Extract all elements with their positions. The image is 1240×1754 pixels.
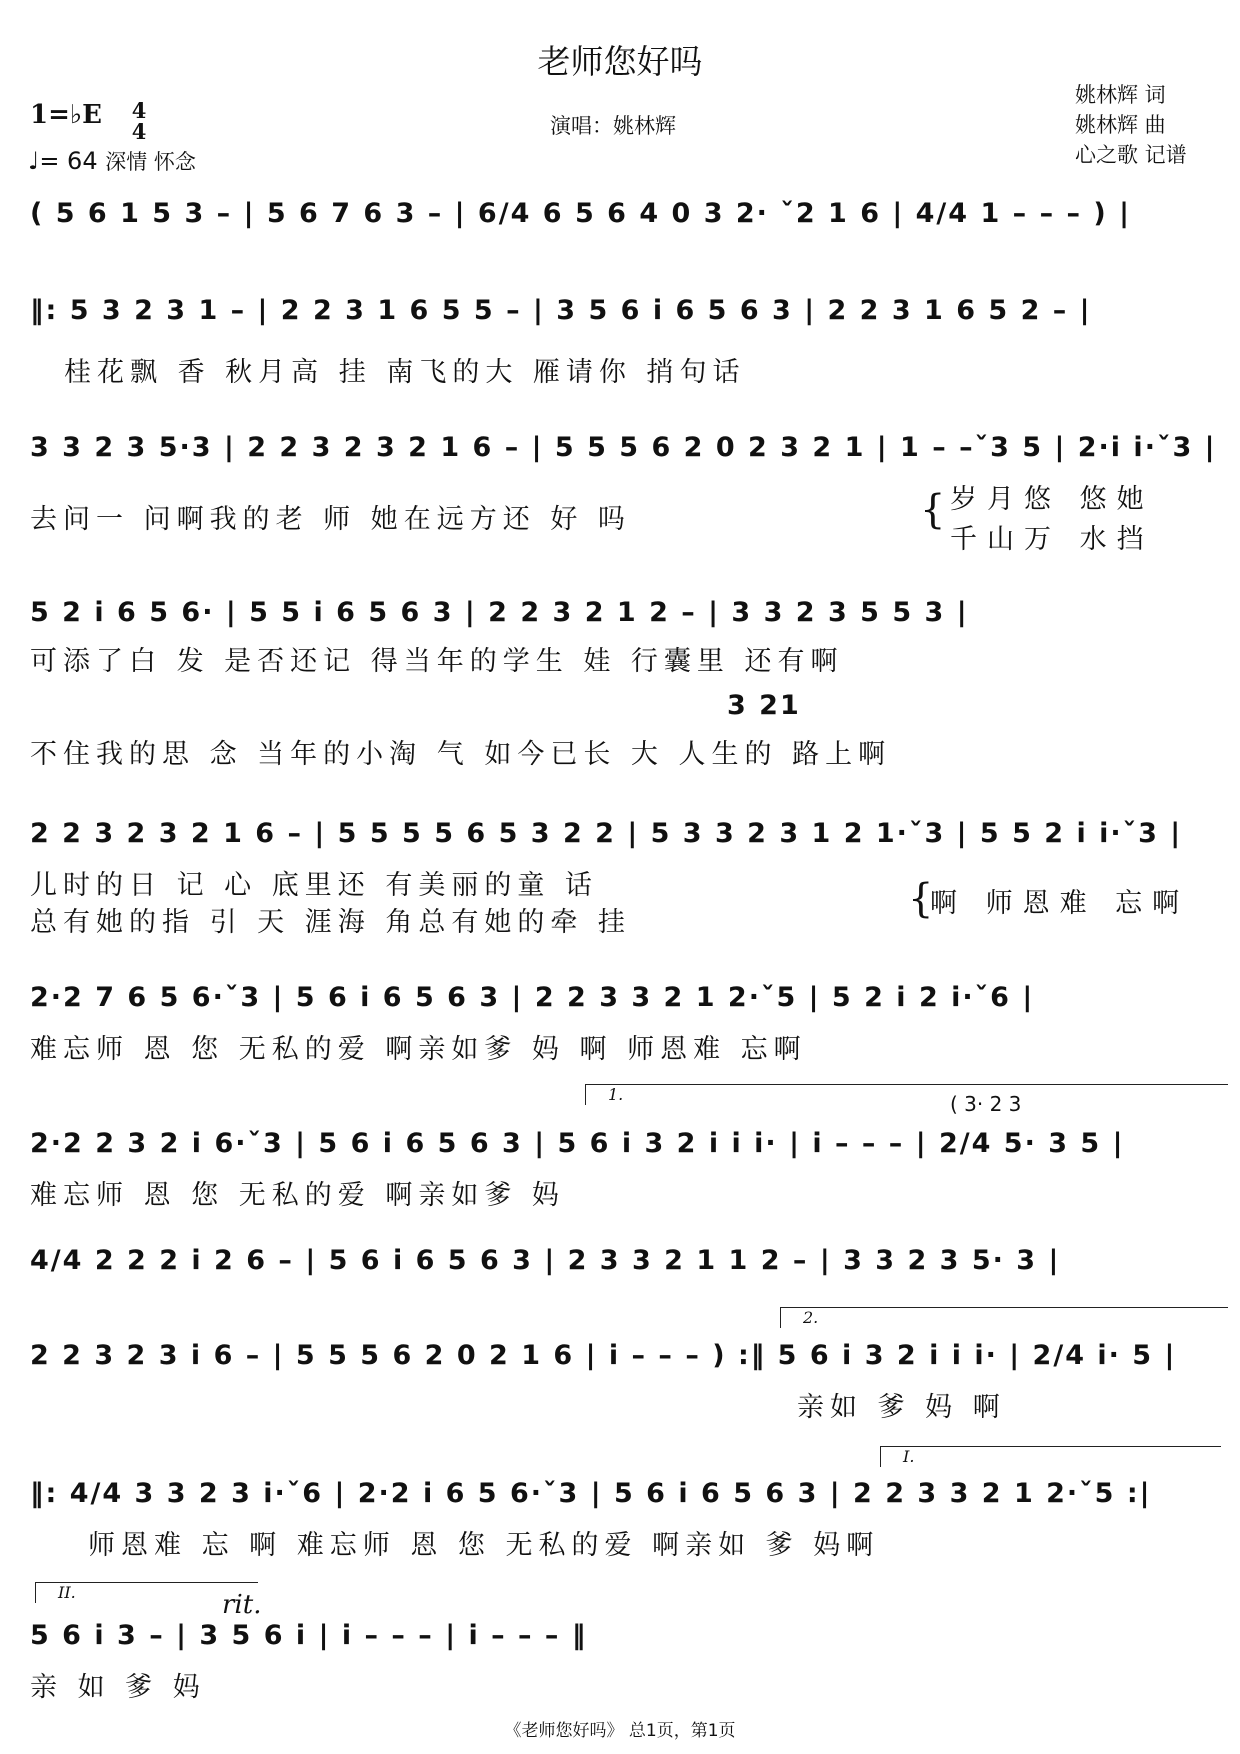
lyric-row-6: 难忘师 恩 您 无私的爱 啊亲如爹 妈 啊 师恩难 忘啊	[30, 1034, 807, 1065]
mood-marking: 深情 怀念	[105, 150, 196, 174]
notes-row-11: 5 6 i 3 – | 3 5 6 i | i – – – | i – – – ‖	[30, 1620, 588, 1651]
credits-block	[1075, 80, 1187, 170]
score-row-1	[0, 295, 1240, 388]
score-row-10	[0, 1478, 1240, 1561]
composer-credit: 姚林辉 曲	[1075, 113, 1166, 137]
time-signature-bottom: 4	[131, 119, 147, 144]
score-row-9	[0, 1340, 1240, 1423]
tempo-marking	[28, 146, 196, 176]
verse-brace: {	[920, 487, 946, 533]
score-row-8	[0, 1245, 1240, 1285]
notes-row-10: ‖: 4/4 3 3 2 3 i·ˇ6 | 2·2 i 6 5 6·ˇ3 | 5 6 i 6 5 6 3 | 2 2 3 3 2 1 2·ˇ5 :|	[30, 1478, 1152, 1509]
time-signature-top: 4	[131, 98, 147, 123]
lyric-row-5: 儿时的日 记 心 底里还 有美丽的童 话	[30, 870, 598, 901]
score-row-3	[0, 597, 1240, 677]
volta-I: I.	[880, 1446, 1221, 1467]
key-signature: 1=♭E	[30, 100, 102, 130]
volta-1: 1.	[585, 1084, 1228, 1105]
notes-row-6: 2·2 7 6 5 6·ˇ3 | 5 6 i 6 5 6 3 | 2 2 3 3 2 1 2·ˇ5 | 5 2 i 2 i·ˇ6 |	[30, 982, 1035, 1013]
lyric-row-1: 桂花飘 香 秋月高 挂 南飞的大 雁请你 捎句话	[64, 357, 746, 388]
transcriber-credit: 心之歌 记谱	[1075, 143, 1187, 167]
page-footer: 《老师您好吗》 总1页，第1页	[504, 1721, 736, 1741]
song-title: 老师您好吗	[537, 42, 703, 81]
lyric-row-3: 可添了白 发 是否还记 得当年的学生 娃 行囊里 还有啊	[30, 646, 844, 677]
alternate-notes: ( 3· 2 3	[950, 1092, 1022, 1116]
lyric-row-7: 难忘师 恩 您 无私的爱 啊亲如爹 妈	[30, 1180, 565, 1211]
lyric-row-2-verse-1: 岁月悠 悠她	[950, 484, 1154, 515]
score-row-6	[0, 982, 1240, 1065]
lyric-row-5-b: 总有她的指 引 天 涯海 角总有她的牵 挂	[30, 907, 631, 938]
lyric-row-4: 不住我的思 念 当年的小淘 气 如今已长 大 人生的 路上啊	[30, 739, 892, 770]
verse-brace-2: {	[908, 876, 934, 922]
notes-row-0: ( 5 6 1 5 3 – | 5 6 7 6 3 – | 6/4 6 5 6 4 0 3 2· ˇ2 1 6 | 4/4 1 – – – ) |	[30, 198, 1131, 229]
lyric-row-11: 亲 如 爹 妈	[30, 1672, 206, 1703]
lyric-row-10: 师恩难 忘 啊 难忘师 恩 您 无私的爱 啊亲如 爹 妈啊	[88, 1530, 880, 1561]
score-row-7	[0, 1128, 1240, 1211]
tempo-value: ♩= 64	[28, 147, 98, 175]
lyric-row-2: 去问一 问啊我的老 师 她在远方还 好 吗	[30, 504, 631, 535]
time-signature	[126, 100, 152, 142]
ritardando-marking: rit.	[222, 1590, 262, 1620]
notes-row-3: 5 2 i 6 5 6· | 5 5 i 6 5 6 3 | 2 2 3 2 1 2 – | 3 3 2 3 5 5 3 |	[30, 597, 969, 628]
notes-row-9: 2 2 3 2 3 i 6 – | 5 5 5 6 2 0 2 1 6 | i – – – ) :‖ 5 6 i 3 2 i i i· | 2/4 i· 5 |	[30, 1340, 1177, 1371]
lyric-row-9: 亲如 爹 妈 啊	[797, 1392, 1006, 1423]
notes-row-1: ‖: 5 3 2 3 1 – | 2 2 3 1 6 5 5 – | 3 5 6 i 6 5 6 3 | 2 2 3 1 6 5 2 – |	[30, 295, 1092, 326]
score-row-4	[0, 690, 1240, 770]
lyric-row-2-verse-2: 千山万 水挡	[950, 524, 1154, 555]
score-row-2	[0, 432, 1240, 555]
notes-row-4: 3 21	[727, 690, 801, 721]
notes-row-2: 3 3 2 3 5·3 | 2 2 3 2 3 2 1 6 – | 5 5 5 6 2 0 2 3 2 1 | 1 – –ˇ3 5 | 2·i i·ˇ3 |	[30, 432, 1217, 463]
score-row-5	[0, 818, 1240, 938]
score-row-0	[0, 198, 1240, 238]
volta-2: 2.	[780, 1307, 1228, 1328]
score-row-11	[0, 1620, 1240, 1703]
lyricist-credit: 姚林辉 词	[1075, 83, 1166, 107]
lyric-row-5-right: 啊 师恩难 忘啊	[930, 888, 1190, 919]
notes-row-7: 2·2 2 3 2 i 6·ˇ3 | 5 6 i 6 5 6 3 | 5 6 i 3 2 i i i· | i – – – | 2/4 5· 3 5 |	[30, 1128, 1125, 1159]
volta-II: II.	[35, 1582, 258, 1603]
notes-row-5: 2 2 3 2 3 2 1 6 – | 5 5 5 5 6 5 3 2 2 | 5 3 3 2 3 1 2 1·ˇ3 | 5 5 2 i i·ˇ3 |	[30, 818, 1183, 849]
singer-credit: 演唱：姚林辉	[550, 114, 676, 138]
notes-row-8: 4/4 2 2 2 i 2 6 – | 5 6 i 6 5 6 3 | 2 3 3 2 1 1 2 – | 3 3 2 3 5· 3 |	[30, 1245, 1061, 1276]
